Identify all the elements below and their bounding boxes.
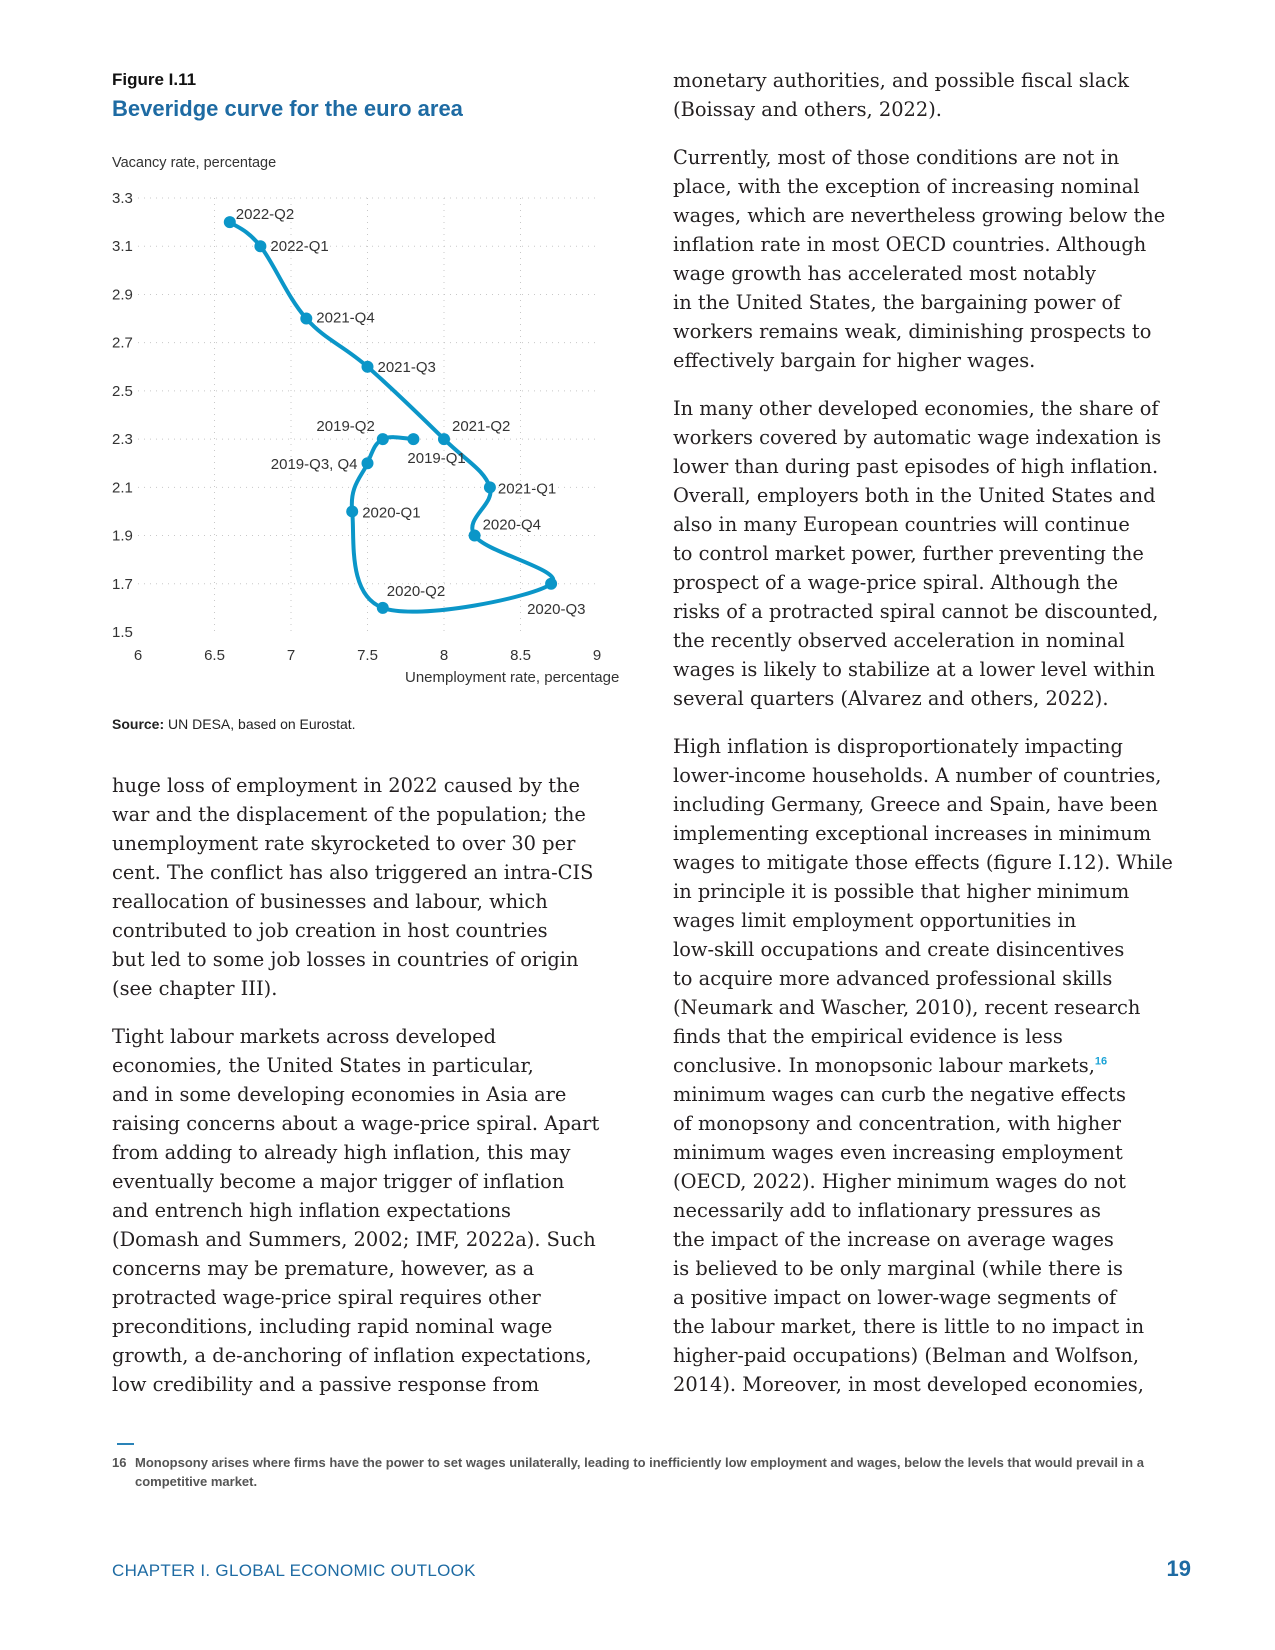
beveridge-curve-line (230, 222, 553, 612)
text-line: but led to some job losses in countries of origin (112, 948, 579, 971)
text-line: a positive impact on lower-wage segments of (673, 1286, 1117, 1309)
data-point-label: 2021-Q2 (452, 418, 511, 436)
data-point-label: 2019-Q2 (316, 418, 375, 436)
data-point-marker (484, 481, 496, 493)
x-tick-label: 8.5 (510, 647, 531, 664)
figure-source (112, 716, 356, 732)
text-line: workers remains weak, diminishing prospects to (673, 320, 1152, 343)
text-line: to control market power, further preventing the (673, 542, 1144, 565)
right-paragraph (673, 143, 1213, 375)
text-line: prospect of a wage-price spiral. Although the (673, 571, 1119, 594)
right-paragraph (673, 66, 1213, 124)
text-line: inflation rate in most OECD countries. Although (673, 233, 1147, 256)
data-point-marker (377, 433, 389, 445)
text-line: to acquire more advanced professional skills (673, 967, 1113, 990)
text-line: eventually become a major trigger of inflation (112, 1170, 565, 1193)
left-paragraph (112, 1022, 632, 1399)
y-axis-label: Vacancy rate, percentage (112, 155, 277, 171)
x-tick-label: 9 (592, 647, 602, 664)
x-tick-label: 6.5 (204, 647, 225, 664)
text-line: the impact of the increase on average wages (673, 1228, 1114, 1251)
text-line: risks of a protracted spiral cannot be discounted, (673, 600, 1159, 623)
y-tick-label: 1.5 (112, 624, 133, 641)
right-paragraph (673, 732, 1213, 1399)
text-line: wages to mitigate those effects (figure I.12). While (673, 851, 1173, 874)
data-point-label: 2022-Q2 (235, 206, 295, 224)
y-tick-label: 1.7 (112, 575, 133, 593)
text-line: unemployment rate skyrocketed to over 30 per (112, 832, 576, 855)
text-line: (Boissay and others, 2022). (673, 98, 942, 121)
data-point-marker (377, 602, 389, 614)
page-number: 19 (1166, 1556, 1191, 1581)
text-line: 2014). Moreover, in most developed economies, (673, 1373, 1144, 1396)
text-line: High inflation is disproportionately impacting (673, 735, 1123, 758)
data-point-label: 2019-Q1 (407, 450, 466, 468)
left-column-text (112, 771, 632, 1418)
x-tick-label: 7 (286, 647, 296, 664)
footer-chapter-title: CHAPTER I. GLOBAL ECONOMIC OUTLOOK (112, 1561, 476, 1580)
text-line: (see chapter III). (112, 977, 278, 1000)
figure-title: Beveridge curve for the euro area (112, 96, 463, 121)
text-line: wages, which are nevertheless growing below the (673, 204, 1166, 227)
data-point-label: 2022-Q1 (270, 238, 329, 256)
left-paragraph (112, 771, 632, 1003)
text-line: of monopsony and concentration, with higher (673, 1112, 1122, 1135)
text-line: higher-paid occupations) (Belman and Wolfson, (673, 1344, 1139, 1367)
text-line: from adding to already high inflation, this may (112, 1141, 571, 1164)
x-axis-label: Unemployment rate, percentage (405, 669, 620, 686)
text-line: the labour market, there is little to no impact in (673, 1315, 1145, 1338)
chart-plot (100, 180, 660, 700)
text-line: necessarily add to inflationary pressures as (673, 1199, 1101, 1222)
text-line: protracted wage-price spiral requires other (112, 1286, 541, 1309)
data-point-marker (362, 361, 374, 373)
data-point-marker (224, 216, 236, 228)
text-line: (Neumark and Wascher, 2010), recent research (673, 996, 1141, 1019)
footnote-ref-link[interactable]: 16 (1094, 1055, 1108, 1068)
text-line: Tight labour markets across developed (112, 1025, 497, 1048)
text-line: effectively bargain for higher wages. (673, 349, 1036, 372)
text-line: reallocation of businesses and labour, which (112, 890, 548, 913)
text-line: wages is likely to stabilize at a lower level within (673, 658, 1156, 681)
text-line: workers covered by automatic wage indexation is (673, 426, 1162, 449)
data-point-marker (545, 578, 557, 590)
data-point-label: 2020-Q2 (386, 582, 446, 600)
text-line: lower than during past episodes of high inflation. (673, 455, 1159, 478)
text-line: contributed to job creation in host countries (112, 919, 548, 942)
data-point-marker (362, 457, 374, 469)
text-line: conclusive. In monopsonic labour markets,$^{16}$ (673, 1054, 1108, 1077)
y-tick-label: 1.9 (112, 527, 133, 545)
right-column-text (673, 66, 1213, 1418)
data-point-marker (300, 313, 312, 325)
data-point-label: 2021-Q4 (316, 309, 375, 327)
text-line: low-skill occupations and create disincentives (673, 938, 1125, 961)
text-line: (OECD, 2022). Higher minimum wages do not (673, 1170, 1126, 1193)
x-tick-label: 7.5 (357, 647, 378, 664)
data-point-label: 2021-Q3 (377, 358, 436, 376)
text-line: minimum wages can curb the negative effects (673, 1083, 1126, 1106)
text-line: huge loss of employment in 2022 caused by the (112, 774, 580, 797)
text-line: Overall, employers both in the United States and (673, 484, 1156, 507)
text-line: is believed to be only marginal (while there is (673, 1257, 1124, 1280)
text-line: economies, the United States in particular, (112, 1054, 534, 1077)
figure-number: Figure I.11 (112, 70, 197, 89)
y-tick-label: 2.5 (112, 382, 133, 400)
footnote (112, 1453, 1192, 1491)
footnote-text: Monopsony arises where firms have the power to set wages unilaterally, leading to inefficiently low employment and wages, below the levels that would prevail in a competitive market. (135, 1455, 1144, 1489)
data-point-marker (254, 240, 266, 252)
text-line: In many other developed economies, the share of (673, 397, 1159, 420)
text-line: cent. The conflict has also triggered an intra-CIS (112, 861, 594, 884)
data-point-label: 2020-Q1 (362, 504, 421, 522)
x-tick-label: 8 (439, 647, 449, 664)
text-line: in principle it is possible that higher minimum (673, 880, 1130, 903)
footnote-divider (117, 1443, 134, 1445)
data-point-label: 2021-Q1 (497, 480, 557, 498)
text-line: including Germany, Greece and Spain, have been (673, 793, 1158, 816)
text-line: several quarters (Alvarez and others, 2022). (673, 687, 1109, 710)
y-tick-label: 3.1 (112, 238, 133, 256)
y-tick-label: 2.9 (112, 286, 133, 304)
text-line: also in many European countries will continue (673, 513, 1130, 536)
text-line: growth, a de-anchoring of inflation expectations, (112, 1344, 592, 1367)
source-text: UN DESA, based on Eurostat. (164, 716, 356, 732)
text-line: wage growth has accelerated most notably (673, 262, 1096, 285)
text-line: finds that the empirical evidence is less (673, 1025, 1063, 1048)
source-label: Source: (112, 716, 165, 732)
text-line: low credibility and a passive response from (112, 1373, 540, 1396)
footnote-number: 16 (112, 1455, 127, 1470)
y-tick-label: 2.1 (112, 479, 133, 497)
text-line: implementing exceptional increases in minimum (673, 822, 1152, 845)
text-line: lower-income households. A number of countries, (673, 764, 1162, 787)
data-point-marker (438, 433, 450, 445)
text-line: in the United States, the bargaining power of (673, 291, 1121, 314)
data-point-label: 2020-Q4 (482, 516, 541, 534)
x-tick-label: 6 (133, 647, 143, 664)
text-line: war and the displacement of the population; the (112, 803, 586, 826)
text-line: concerns may be premature, however, as a (112, 1257, 535, 1280)
text-line: wages limit employment opportunities in (673, 909, 1077, 932)
data-point-label: 2020-Q3 (527, 600, 586, 618)
y-tick-label: 2.3 (112, 431, 133, 449)
data-point-marker (407, 433, 419, 445)
text-line: (Domash and Summers, 2002; IMF, 2022a). Such (112, 1228, 596, 1251)
text-line: and in some developing economies in Asia are (112, 1083, 567, 1106)
y-tick-label: 2.7 (112, 334, 133, 352)
data-point-label: 2019-Q3, Q4 (270, 456, 358, 474)
text-line: Currently, most of those conditions are not in (673, 146, 1120, 169)
beveridge-chart (100, 180, 660, 700)
right-paragraph (673, 394, 1213, 713)
data-point-marker (469, 530, 481, 542)
data-point-marker (346, 505, 358, 517)
text-line: minimum wages even increasing employment (673, 1141, 1123, 1164)
text-line: and entrench high inflation expectations (112, 1199, 512, 1222)
text-line: raising concerns about a wage-price spiral. Apart (112, 1112, 600, 1135)
text-line: the recently observed acceleration in nominal (673, 629, 1125, 652)
text-line: monetary authorities, and possible fiscal slack (673, 69, 1130, 92)
text-line: place, with the exception of increasing nominal (673, 175, 1140, 198)
text-line: preconditions, including rapid nominal wage (112, 1315, 553, 1338)
y-tick-label: 3.3 (112, 190, 133, 207)
